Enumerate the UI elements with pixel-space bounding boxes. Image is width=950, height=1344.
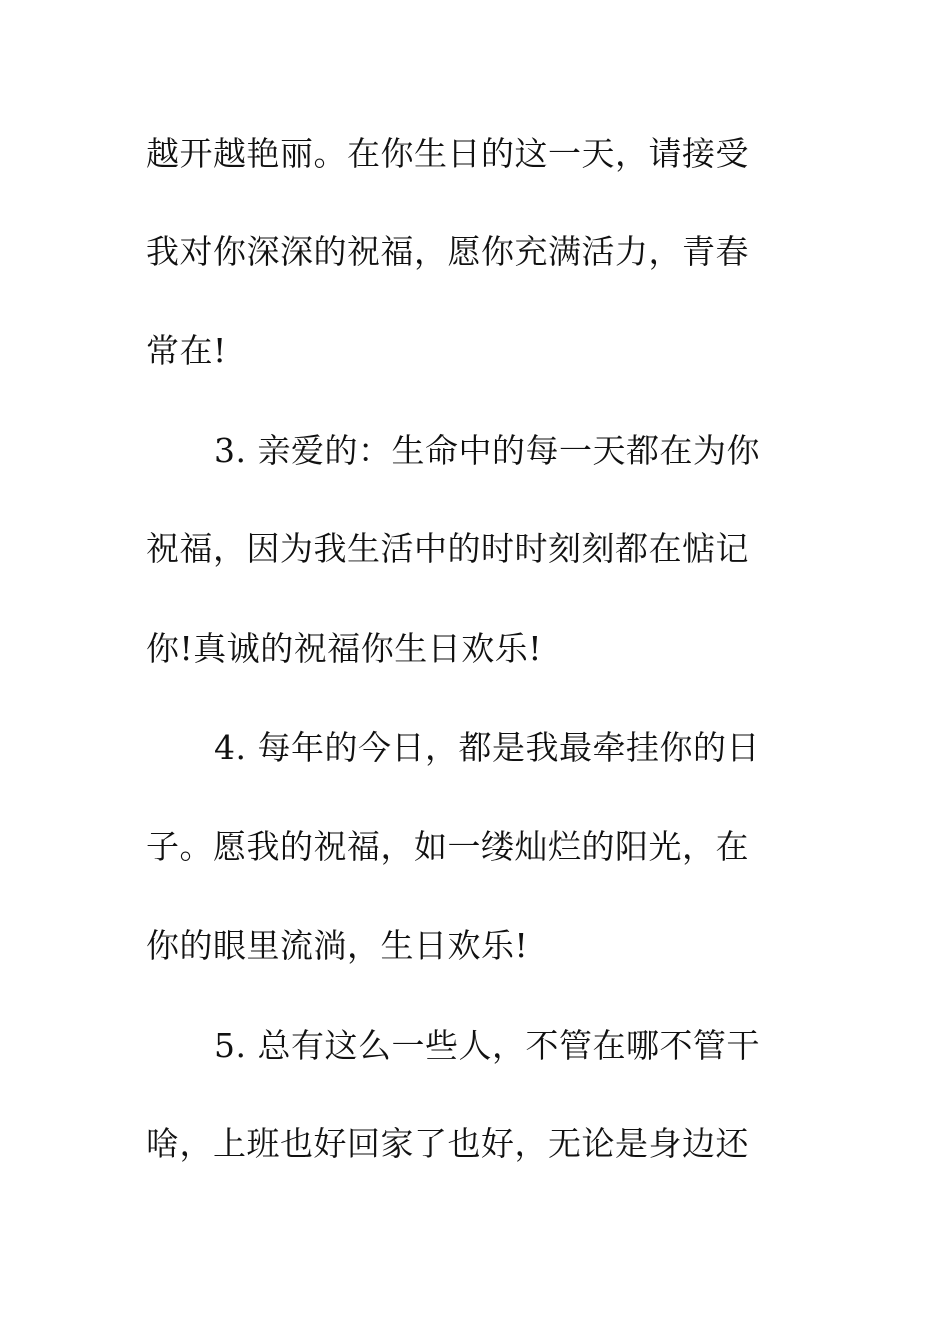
- text-line: 祝福，因为我生活中的时时刻刻都在惦记: [146, 529, 749, 568]
- text-line: 你!真诚的祝福你生日欢乐!: [146, 629, 543, 668]
- text-line: 常在!: [146, 331, 227, 370]
- text-line: 我对你深深的祝福，愿你充满活力，青春: [146, 232, 749, 271]
- list-item-4-start: 4. 每年的今日，都是我最牵挂你的日: [214, 728, 760, 767]
- list-item-5-start: 5. 总有这么一些人，不管在哪不管干: [214, 1026, 760, 1065]
- list-item-3-start: 3. 亲爱的：生命中的每一天都在为你: [214, 431, 760, 470]
- text-line: 越开越艳丽。在你生日的这一天，请接受: [146, 134, 749, 173]
- text-line: 子。愿我的祝福，如一缕灿烂的阳光，在: [146, 827, 749, 866]
- text-line: 啥，上班也好回家了也好，无论是身边还: [146, 1124, 749, 1163]
- text-line: 你的眼里流淌，生日欢乐!: [146, 926, 529, 965]
